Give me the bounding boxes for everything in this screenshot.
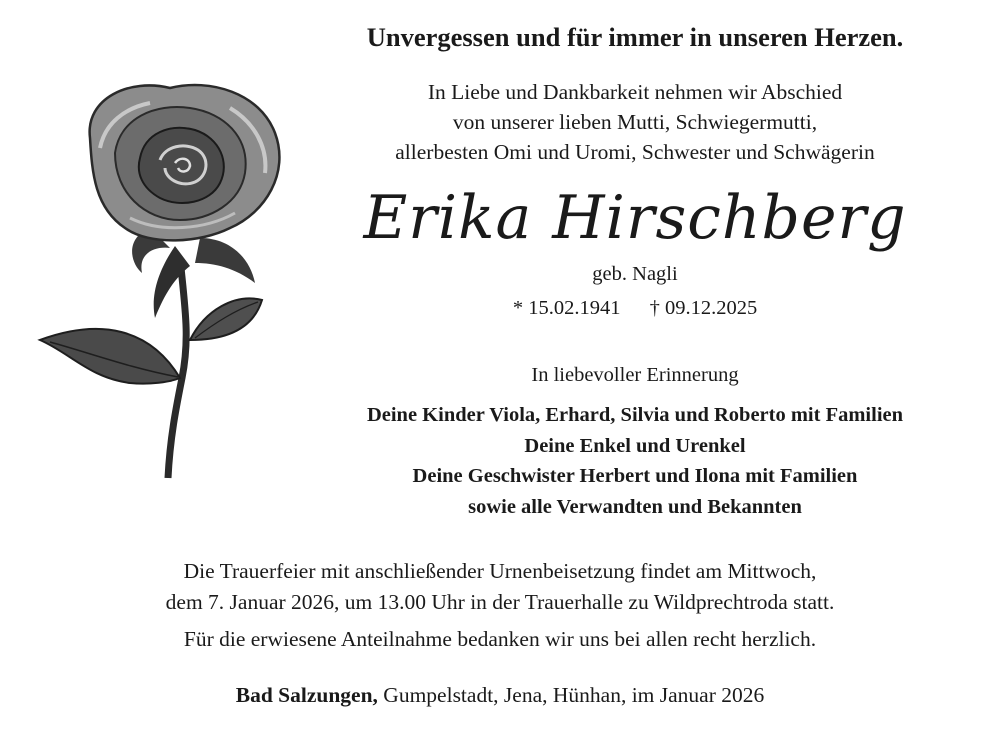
footer-main-place: Bad Salzungen, <box>235 683 378 707</box>
service-line: Die Trauerfeier mit anschließender Urnenbeisetzung findet am Mittwoch, <box>183 559 817 583</box>
intro-line: In Liebe und Dankbarkeit nehmen wir Abschied <box>427 80 843 104</box>
intro-line: allerbesten Omi und Uromi, Schwester und Schwägerin <box>395 140 875 164</box>
memory-line: In liebevoller Erinnerung <box>531 364 739 386</box>
service-line: dem 7. Januar 2026, um 13.00 Uhr in der Trauerhalle zu Wildprechtroda statt. <box>165 590 835 614</box>
headline: Unvergessen und für immer in unseren Herzen. <box>366 22 904 52</box>
mourner-line: Deine Enkel und Urenkel <box>524 434 746 457</box>
intro-line: von unserer lieben Mutti, Schwiegermutti, <box>452 110 818 134</box>
footer-other-places: Gumpelstadt, Jena, Hünhan, im Januar 2026 <box>377 683 765 707</box>
mourner-line: Deine Geschwister Herbert und Ilona mit Familien <box>412 465 858 487</box>
death-date: † 09.12.2025 <box>649 297 758 319</box>
footer-places <box>0 683 1000 708</box>
mourners-list <box>270 400 1000 522</box>
intro-text <box>270 77 1000 167</box>
life-dates <box>270 297 1000 320</box>
service-info <box>0 556 1000 618</box>
birth-name: geb. Nagli <box>592 263 678 285</box>
deceased-name: Erika Hirschberg <box>363 183 907 253</box>
mourner-line: sowie alle Verwandten und Bekannten <box>468 495 802 518</box>
birth-date: * 15.02.1941 <box>512 297 621 319</box>
thanks-text: Für die erwiesene Anteilnahme bedanken wir uns bei allen recht herzlich. <box>183 627 817 651</box>
mourner-line: Deine Kinder Viola, Erhard, Silvia und Roberto mit Familien <box>366 404 904 426</box>
rose-icon <box>30 78 310 488</box>
